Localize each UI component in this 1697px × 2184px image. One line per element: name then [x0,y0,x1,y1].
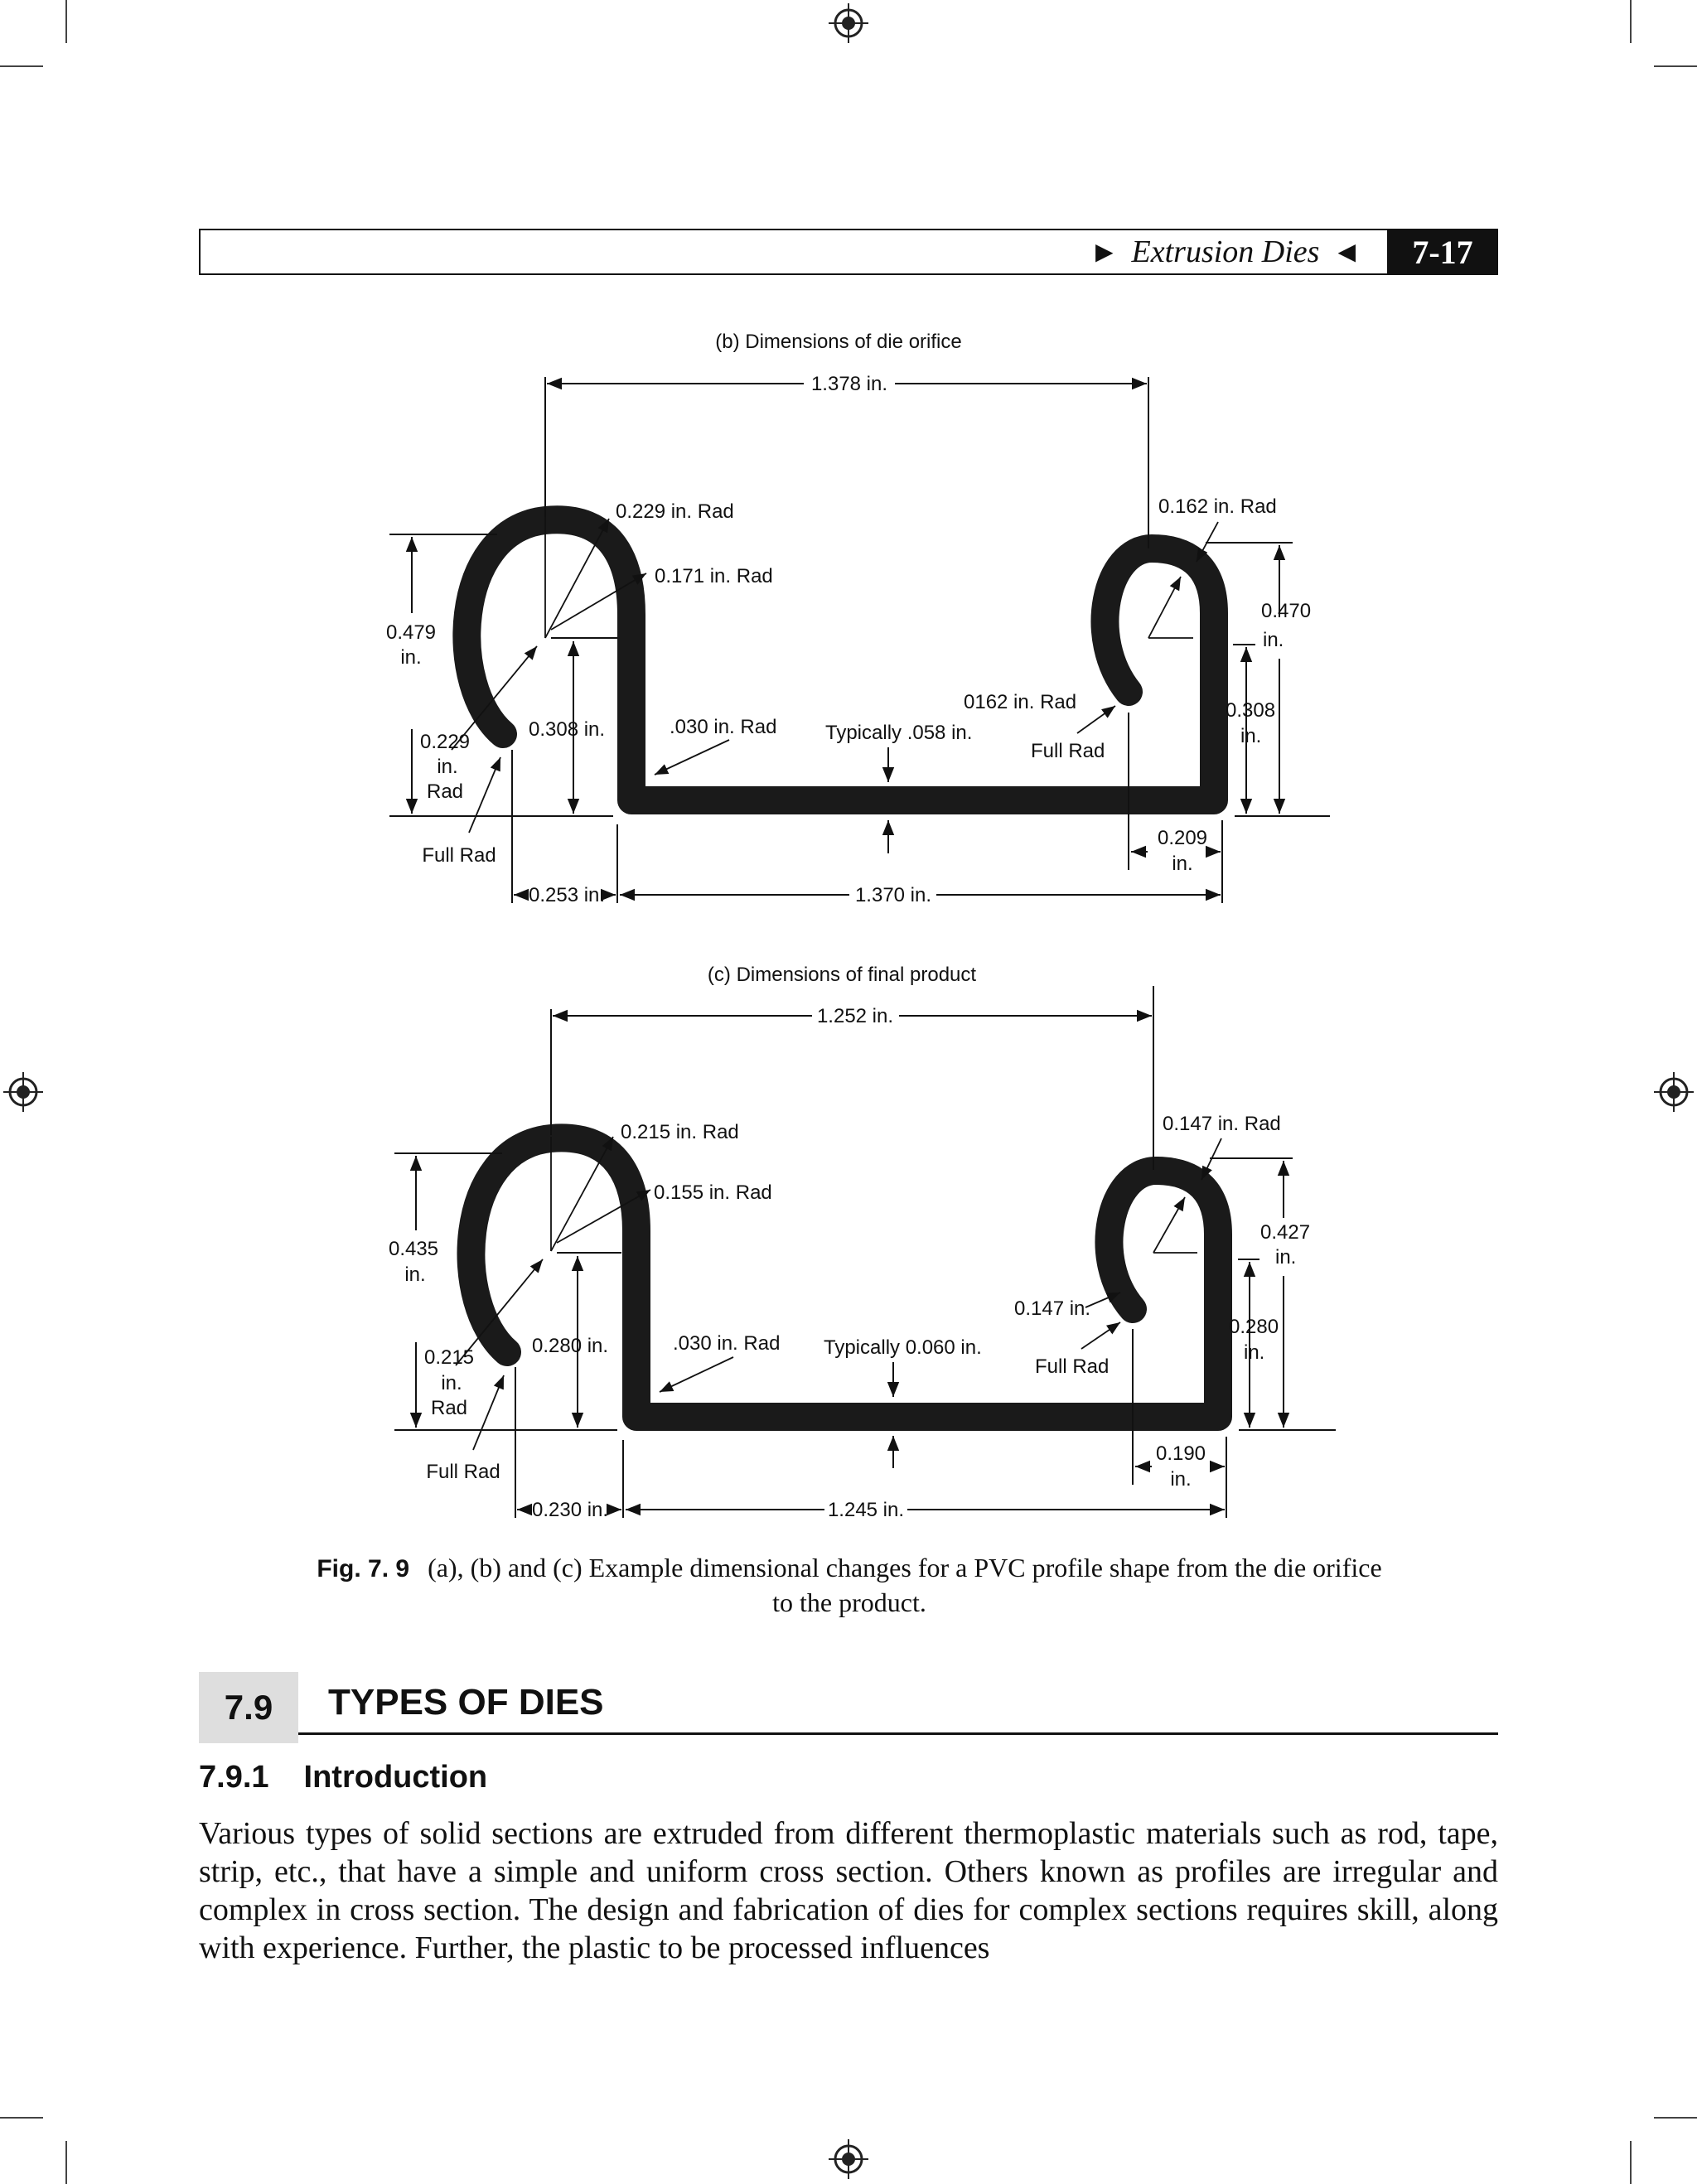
subsection-number: 7.9.1 [199,1760,269,1795]
registration-mark-top [829,3,868,43]
figure-c-stem-right-1: 0.280 [1229,1316,1279,1338]
figure-b-stem-right-2: in. [1240,725,1262,747]
figure-b-width-bottom: 1.370 in. [854,884,932,906]
figure-b [0,315,1697,911]
figure-c-outer-rad-right: 0.147 in. Rad [1163,1113,1281,1135]
figure-b-rad-left-3: Rad [426,780,464,803]
running-header [199,229,1498,275]
figure-c-full-rad-right: Full Rad [1035,1355,1110,1378]
body-paragraph: Various types of solid sections are extruded from different thermoplastic materials such as rod, tape, strip, etc., that have a simple and uniform cross section. Others known as profiles are irregular and complex in cross section. The design and fabrication of dies for complex sections requires skill, along with experience. Further, the plastic to be processed influences [199,1816,1498,1965]
figure-c-offset-right-2: in. [1170,1468,1192,1491]
figure-c-height-right-2: in. [1275,1246,1297,1268]
figure-c-inner-rad-left: 0.155 in. Rad [654,1181,772,1204]
figure-c-height-left-2: in. [404,1264,426,1286]
figure-b-inner-rad-left: 0.171 in. Rad [655,565,773,587]
figure-b-rad-left-2: in. [437,756,458,778]
figure-b-outer-rad-right: 0.162 in. Rad [1158,495,1277,518]
triangle-right-icon: ▶ [1095,239,1114,265]
figure-b-full-rad-right: Full Rad [1031,740,1105,762]
figure-b-title: (b) Dimensions of die orifice [715,331,962,353]
figure-b-height-left-2: in. [400,646,422,669]
figure-c-thickness: Typically 0.060 in. [824,1336,982,1359]
figure-b-height-left-1: 0.479 [385,621,437,644]
figure-b-rad-left-1: 0.229 [419,731,471,753]
figure-c-rad-left-3: Rad [430,1397,468,1419]
figure-c-offset-left: 0.230 in. [532,1499,609,1521]
figure-c-full-rad-left: Full Rad [426,1461,500,1483]
figure-c-stem-right-2: in. [1244,1341,1265,1364]
figure-b-outer-rad-left: 0.229 in. Rad [616,500,734,523]
figure-b-offset-left: 0.253 in. [529,884,606,906]
figure-c-inner-rad-right: 0.147 in. [1014,1297,1091,1320]
figure-b-inner-rad-right: 0162 in. Rad [964,691,1077,713]
figure-c-corner-rad: .030 in. Rad [673,1332,781,1355]
figure-b-height-right-2: in. [1263,629,1284,651]
figure-c-offset-right-1: 0.190 [1155,1442,1206,1465]
subsection-title: Introduction [303,1760,488,1795]
subsection-heading [199,1760,487,1795]
section-title: TYPES OF DIES [328,1682,604,1723]
figure-c-outer-rad-left: 0.215 in. Rad [621,1121,739,1143]
figure-b-offset-right-2: in. [1172,853,1193,875]
figure-caption-label: Fig. 7. 9 [317,1555,410,1582]
registration-mark-bottom [829,2139,868,2179]
figure-b-full-rad-left: Full Rad [422,844,496,867]
figure-c-height-left-1: 0.435 [388,1238,439,1260]
section-number: 7.9 [199,1672,298,1743]
figure-b-stem-height: 0.308 in. [529,718,606,741]
figure-b-width-top: 1.378 in. [810,373,888,395]
figure-c [0,945,1697,1541]
figure-c-title: (c) Dimensions of final product [707,964,977,986]
figure-c-rad-left-1: 0.215 [423,1346,475,1369]
figure-caption [315,1551,1384,1619]
figure-c-rad-left-2: in. [441,1372,462,1394]
figure-c-stem-height: 0.280 in. [532,1335,609,1357]
figure-b-stem-right-1: 0.308 [1226,699,1276,722]
figure-b-corner-rad: .030 in. Rad [670,716,777,738]
figure-c-height-right-1: 0.427 [1260,1221,1311,1244]
figure-caption-text: (a), (b) and (c) Example dimensional changes for a PVC profile shape from the die orifice to the product. [428,1553,1382,1617]
figure-c-width-bottom: 1.245 in. [827,1499,905,1521]
section-heading [199,1672,1498,1735]
triangle-left-icon: ◀ [1337,239,1356,265]
page-number: 7-17 [1387,229,1498,275]
figure-b-thickness: Typically .058 in. [825,722,973,744]
figure-b-offset-right-1: 0.209 [1157,827,1208,849]
figure-c-width-top: 1.252 in. [816,1005,894,1027]
figure-b-height-right-1: 0.470 [1261,600,1312,622]
running-title [1077,234,1374,270]
running-title-text: Extrusion Dies [1131,234,1320,269]
